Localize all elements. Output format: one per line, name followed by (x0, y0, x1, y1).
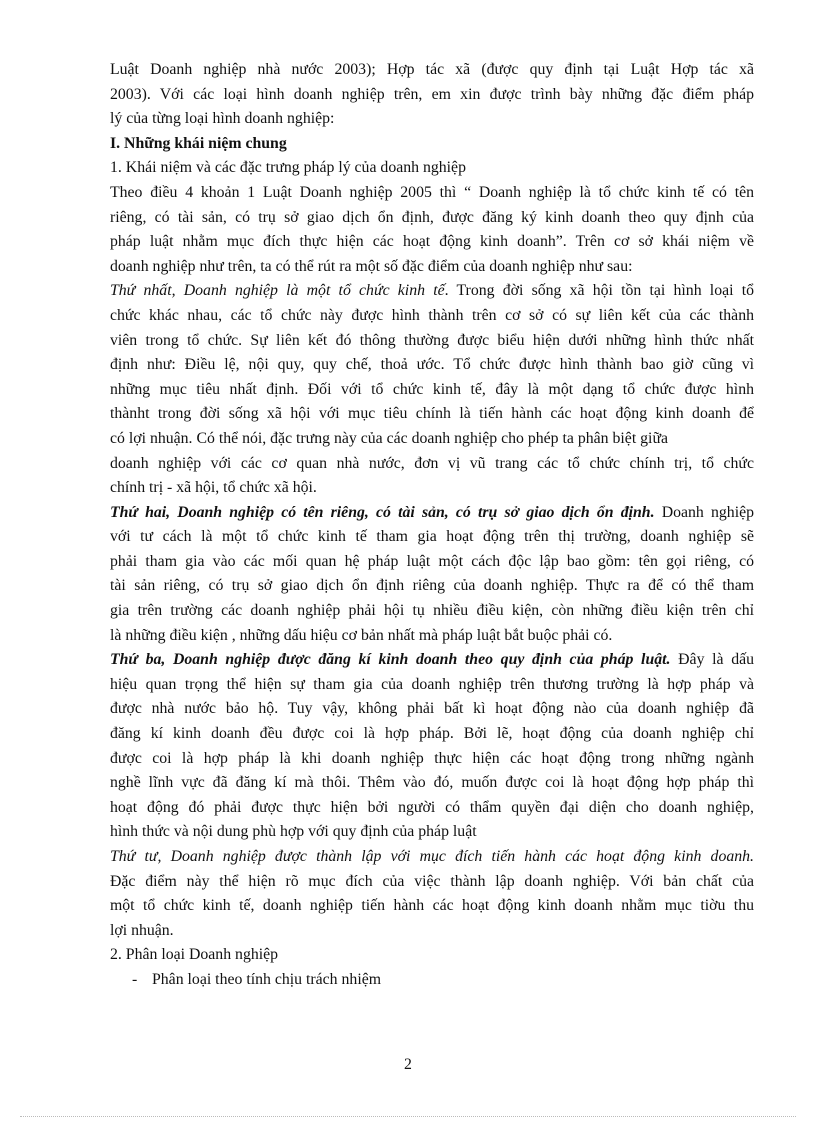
text-line (110, 501, 754, 526)
page-bottom-divider (20, 1116, 796, 1117)
text-line: có lợi nhuận. Có thể nói, đặc trưng này của các doanh nghiệp cho phép ta phân biệt giữa (110, 429, 669, 447)
text-line: Luật Doanh nghiệp nhà nước 2003); Hợp tác xã (được quy định tại Luật Hợp tác xã (110, 61, 754, 78)
line-continuation: Doanh nghiệp (654, 503, 754, 521)
text-line: những mục tiêu nhất định. Đối với tổ chức kinh tế, đây là một dạng tổ chức được hình (110, 380, 754, 398)
text-line (110, 279, 754, 304)
text-line: là những điều kiện , những dấu hiệu cơ bản nhất mà pháp luật bắt buộc phải có. (110, 626, 613, 644)
text-line: lý của từng loại hình doanh nghiệp: (110, 110, 335, 128)
line-continuation: . Trong đời sống xã hội tồn tại hình loại tổ (444, 282, 754, 300)
text-line: đăng kí kinh doanh đều được coi là hợp pháp. Bởi lẽ, hoạt động của doanh nghiệp chỉ (110, 725, 754, 743)
text-line: chính trị - xã hội, tổ chức xã hội. (110, 479, 317, 497)
page-number: 2 (404, 1056, 412, 1073)
text-line: doanh nghiệp với các cơ quan nhà nước, đơn vị vũ trang các tổ chức chính trị, tổ chức (110, 454, 754, 472)
emphasis-lead: Thứ tư, Doanh nghiệp được thành lập với mục đích tiến hành các hoạt động kinh doanh. (110, 848, 754, 865)
text-line: định như: Điều lệ, nội quy, quy chế, thoả ước. Tổ chức được hình thành bao giờ cũng vì (110, 356, 754, 374)
text-line: hoạt động đó phải được thực hiện bởi người có thẩm quyền đại diện cho doanh nghiệp, (110, 798, 754, 816)
text-line: hiệu quan trọng thể hiện sự tham gia của doanh nghiệp trên thương trường là hợp pháp và (110, 675, 754, 693)
emphasis-lead: Thứ ba, Doanh nghiệp được đăng kí kinh doanh theo quy định của pháp luật. (110, 651, 671, 669)
bullet-dash: - (132, 970, 138, 988)
text-line: phải tham gia vào các mối quan hệ pháp luật một cách độc lập bao gồm: tên gọi riêng, có (110, 552, 754, 570)
text-line: pháp luật nhằm mục đích thực hiện các hoạt động kinh doanh”. Trên cơ sở khái niệm về (110, 233, 754, 251)
text-line: thànht trong đời sống xã hội với mục tiêu chính là tiến hành các hoạt động kinh doanh để (110, 405, 754, 423)
text-line: Đặc điểm này thể hiện rõ mục đích của việc thành lập doanh nghiệp. Với bản chất của (110, 872, 754, 890)
section-heading: I. Những khái niệm chung (110, 134, 287, 152)
emphasis-lead: Thứ hai, Doanh nghiệp có tên riêng, có tài sản, có trụ sở giao dịch ổn định. (110, 503, 655, 521)
text-line: Theo điều 4 khoản 1 Luật Doanh nghiệp 2005 thì “ Doanh nghiệp là tổ chức kinh tế có tên (110, 183, 754, 201)
text-line: 1. Khái niệm và các đặc trưng pháp lý của doanh nghiệp (110, 159, 466, 177)
text-line: gia trên trường các doanh nghiệp phải hội tụ nhiều điều kiện, còn những điều kiện trên chỉ (110, 602, 754, 620)
text-line: hình thức và nội dung phù hợp với quy định của pháp luật (110, 823, 477, 841)
text-line: một tổ chức kinh tế, doanh nghiệp tiến hành các hoạt động kinh doanh nhằm mục tiờu thu (110, 897, 754, 915)
text-line: nghề lĩnh vực đã đăng kí mà thôi. Thêm vào đó, muốn được coi là hoạt động hợp pháp thì (110, 774, 754, 792)
text-line: 2003). Với các loại hình doanh nghiệp trên, em xin được trình bày những đặc điểm pháp (110, 85, 754, 103)
text-line: doanh nghiệp như trên, ta có thể rút ra một số đặc điểm của doanh nghiệp như sau: (110, 257, 633, 275)
text-line: tài sản riêng, có trụ sở giao dịch ổn định riêng của doanh nghiệp. Thực ra để có thể tham (110, 577, 754, 595)
text-line: 2. Phân loại Doanh nghiệp (110, 946, 279, 964)
text-line: được coi là hợp pháp là khi doanh nghiệp thực hiện các hoạt động trong những ngành (110, 749, 754, 767)
text-line: lợi nhuận. (110, 921, 174, 939)
list-item (110, 968, 754, 993)
line-continuation: Đây là dấu (670, 651, 754, 669)
text-line: riêng, có tài sản, có trụ sở giao dịch ổn định, được đăng ký kinh doanh theo quy định của (110, 208, 754, 226)
list-item-text: Phân loại theo tính chịu trách nhiệm (152, 970, 382, 988)
text-line: với tư cách là một tổ chức kinh tế tham gia hoạt động trên thị trường, doanh nghiệp sẽ (110, 528, 754, 546)
text-line (110, 845, 754, 870)
text-line: viên trong tổ chức. Sự liên kết đó thông thường được biểu hiện dưới những hình thức nhất (110, 331, 754, 349)
text-line: được nhà nước bảo hộ. Tuy vậy, không phải bất kì hoạt động nào của doanh nghiệp đã (110, 700, 754, 718)
text-line: chức khác nhau, các tổ chức này được hình thành trên cơ sở có sự liên kết của các thành (110, 306, 754, 324)
document-body (110, 58, 754, 993)
emphasis-lead: Thứ nhất, Doanh nghiệp là một tổ chức kinh tế (110, 282, 445, 300)
text-line (110, 648, 754, 673)
